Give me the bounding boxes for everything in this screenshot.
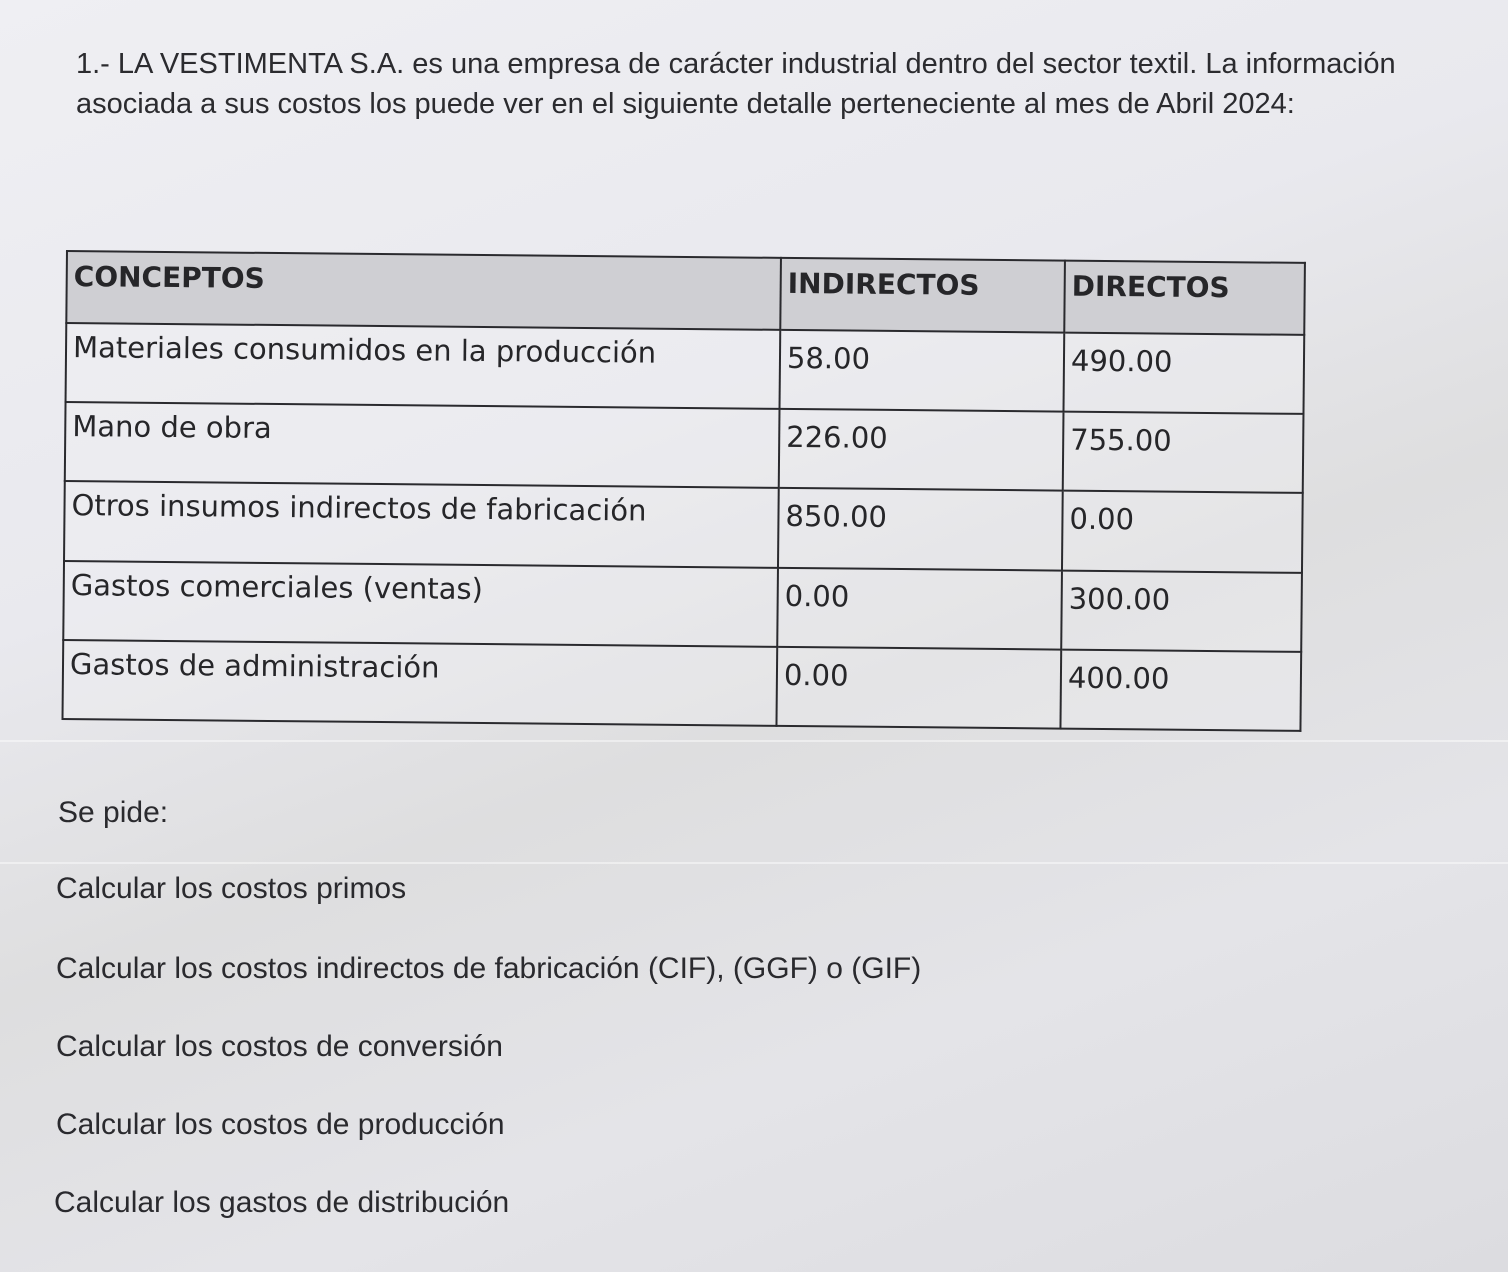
task-item: Calcular los costos indirectos de fabricación (CIF), (GGF) o (GIF): [56, 952, 922, 985]
task-item: Calcular los costos primos: [56, 872, 407, 905]
cell-indirectos: 58.00: [780, 330, 1065, 412]
cell-indirectos: 0.00: [777, 567, 1062, 649]
cell-concepto: Materiales consumidos en la producción: [66, 323, 781, 409]
task-item: Calcular los gastos de distribución: [54, 1186, 510, 1219]
task-item: Calcular los costos de producción: [56, 1108, 505, 1141]
cell-indirectos: 0.00: [776, 647, 1061, 729]
header-indirectos: INDIRECTOS: [780, 258, 1065, 333]
cell-concepto: Gastos comerciales (ventas): [63, 561, 778, 647]
cell-directos: 755.00: [1063, 412, 1304, 493]
cell-indirectos: 850.00: [778, 488, 1063, 570]
table-row: [62, 640, 1301, 731]
cell-concepto: Gastos de administración: [62, 640, 777, 726]
task-item: Calcular los costos de conversión: [56, 1030, 503, 1063]
cell-directos: 0.00: [1062, 491, 1303, 572]
cell-concepto: Mano de obra: [65, 402, 780, 488]
costs-table: [61, 250, 1305, 732]
table-header-row: [66, 251, 1305, 335]
paper-crease: [0, 740, 1508, 742]
cell-indirectos: 226.00: [779, 409, 1064, 491]
table-row: [65, 402, 1304, 493]
tasks-label: Se pide:: [58, 796, 169, 829]
problem-statement: 1.- LA VESTIMENTA S.A. es una empresa de carácter industrial dentro del sector textil. La información asociada a sus costos los puede ver en el siguiente detalle perteneciente al mes de Abril 2024:: [76, 48, 1396, 120]
table-row: [66, 323, 1305, 414]
header-conceptos: CONCEPTOS: [66, 251, 781, 330]
paper-crease: [0, 862, 1508, 864]
cell-concepto: Otros insumos indirectos de fabricación: [64, 481, 779, 567]
table-row: [63, 561, 1302, 652]
cell-directos: 400.00: [1060, 649, 1301, 731]
cell-directos: 300.00: [1061, 570, 1302, 651]
header-directos: DIRECTOS: [1064, 261, 1305, 335]
cell-directos: 490.00: [1063, 333, 1304, 414]
table-row: [64, 481, 1303, 572]
